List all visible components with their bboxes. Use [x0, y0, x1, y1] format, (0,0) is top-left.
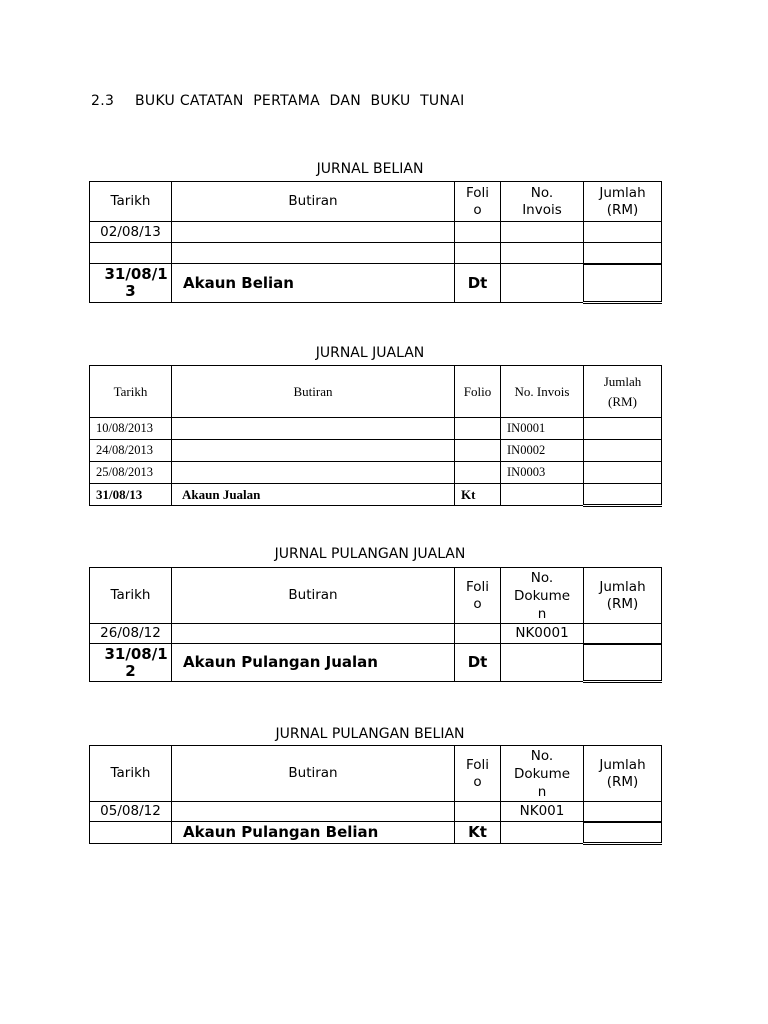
header-butiran: Butiran	[172, 568, 455, 624]
table-row	[90, 243, 662, 264]
header-tarikh: Tarikh	[90, 568, 172, 624]
total-row	[90, 644, 662, 682]
cell-butiran	[172, 222, 455, 243]
cell-butiran	[172, 624, 455, 644]
cell-jumlah	[584, 624, 662, 644]
cell-folio	[455, 440, 501, 462]
total-tarikh: 31/08/13	[90, 484, 172, 506]
table-header-row	[90, 182, 662, 222]
section-heading	[91, 93, 465, 109]
total-folio: Kt	[455, 484, 501, 506]
table-row	[90, 418, 662, 440]
header-butiran: Butiran	[172, 746, 455, 802]
cell-tarikh: 26/08/12	[90, 624, 172, 644]
section-number: 2.3	[91, 93, 115, 109]
cell-butiran	[172, 802, 455, 822]
cell-butiran	[172, 243, 455, 264]
cell-tarikh: 24/08/2013	[90, 440, 172, 462]
cell-tarikh	[90, 243, 172, 264]
cell-jumlah	[584, 418, 662, 440]
total-folio: Dt	[455, 264, 501, 303]
cell-tarikh: 02/08/13	[90, 222, 172, 243]
header-no-dokumen: No. Dokume n	[501, 568, 584, 624]
total-jumlah	[584, 822, 662, 844]
total-tarikh: 31/08/1 2	[90, 644, 172, 682]
jurnal-belian-title: JURNAL BELIAN	[316, 161, 424, 177]
jurnal-jualan-title: JURNAL JUALAN	[315, 345, 425, 361]
cell-folio	[455, 243, 501, 264]
cell-folio	[455, 462, 501, 484]
cell-no: NK001	[501, 802, 584, 822]
total-folio: Kt	[455, 822, 501, 844]
jurnal-pulangan-belian-title: JURNAL PULANGAN BELIAN	[275, 726, 465, 742]
cell-no: IN0003	[501, 462, 584, 484]
header-folio: Folio	[455, 366, 501, 418]
header-folio: Foli o	[455, 568, 501, 624]
cell-folio	[455, 222, 501, 243]
header-tarikh: Tarikh	[90, 746, 172, 802]
cell-folio	[455, 802, 501, 822]
jurnal-jualan-table	[89, 365, 662, 507]
cell-jumlah	[584, 802, 662, 822]
header-tarikh: Tarikh	[90, 366, 172, 418]
cell-butiran	[172, 418, 455, 440]
cell-no	[501, 222, 584, 243]
table-header-row	[90, 568, 662, 624]
table-row	[90, 462, 662, 484]
cell-butiran	[172, 440, 455, 462]
cell-tarikh: 25/08/2013	[90, 462, 172, 484]
table-header-row	[90, 366, 662, 418]
header-no-invois: No. Invois	[501, 366, 584, 418]
table-row	[90, 440, 662, 462]
table-row	[90, 624, 662, 644]
header-folio: Foli o	[455, 746, 501, 802]
jurnal-pulangan-jualan-title: JURNAL PULANGAN JUALAN	[274, 546, 466, 562]
header-no-dokumen: No. Dokume n	[501, 746, 584, 802]
total-row	[90, 484, 662, 506]
cell-no: IN0001	[501, 418, 584, 440]
total-no	[501, 822, 584, 844]
cell-jumlah	[584, 462, 662, 484]
cell-tarikh: 05/08/12	[90, 802, 172, 822]
header-butiran: Butiran	[172, 366, 455, 418]
cell-folio	[455, 624, 501, 644]
total-butiran: Akaun Pulangan Belian	[172, 822, 455, 844]
cell-no: NK0001	[501, 624, 584, 644]
total-butiran: Akaun Jualan	[172, 484, 455, 506]
cell-jumlah	[584, 222, 662, 243]
table-row	[90, 802, 662, 822]
jurnal-pulangan-jualan-table	[89, 567, 662, 683]
header-butiran: Butiran	[172, 182, 455, 222]
cell-tarikh: 10/08/2013	[90, 418, 172, 440]
header-tarikh: Tarikh	[90, 182, 172, 222]
total-no	[501, 484, 584, 506]
total-no	[501, 644, 584, 682]
header-jumlah: Jumlah (RM)	[584, 366, 662, 418]
total-jumlah	[584, 644, 662, 682]
total-row	[90, 264, 662, 303]
total-tarikh: 31/08/1 3	[90, 264, 172, 303]
total-butiran: Akaun Belian	[172, 264, 455, 303]
header-jumlah: Jumlah (RM)	[584, 746, 662, 802]
total-folio: Dt	[455, 644, 501, 682]
header-jumlah: Jumlah (RM)	[584, 182, 662, 222]
total-tarikh	[90, 822, 172, 844]
jurnal-belian-table	[89, 181, 662, 304]
jurnal-pulangan-belian-table	[89, 745, 662, 845]
cell-jumlah	[584, 243, 662, 264]
total-butiran: Akaun Pulangan Jualan	[172, 644, 455, 682]
total-row	[90, 822, 662, 844]
cell-no	[501, 243, 584, 264]
header-folio: Foli o	[455, 182, 501, 222]
cell-no: IN0002	[501, 440, 584, 462]
cell-folio	[455, 418, 501, 440]
table-row	[90, 222, 662, 243]
total-jumlah	[584, 484, 662, 506]
cell-butiran	[172, 462, 455, 484]
header-no-invois: No. Invois	[501, 182, 584, 222]
table-header-row	[90, 746, 662, 802]
header-jumlah: Jumlah (RM)	[584, 568, 662, 624]
total-jumlah	[584, 264, 662, 303]
total-no	[501, 264, 584, 303]
section-title: BUKU CATATAN PERTAMA DAN BUKU TUNAI	[135, 93, 465, 109]
cell-jumlah	[584, 440, 662, 462]
